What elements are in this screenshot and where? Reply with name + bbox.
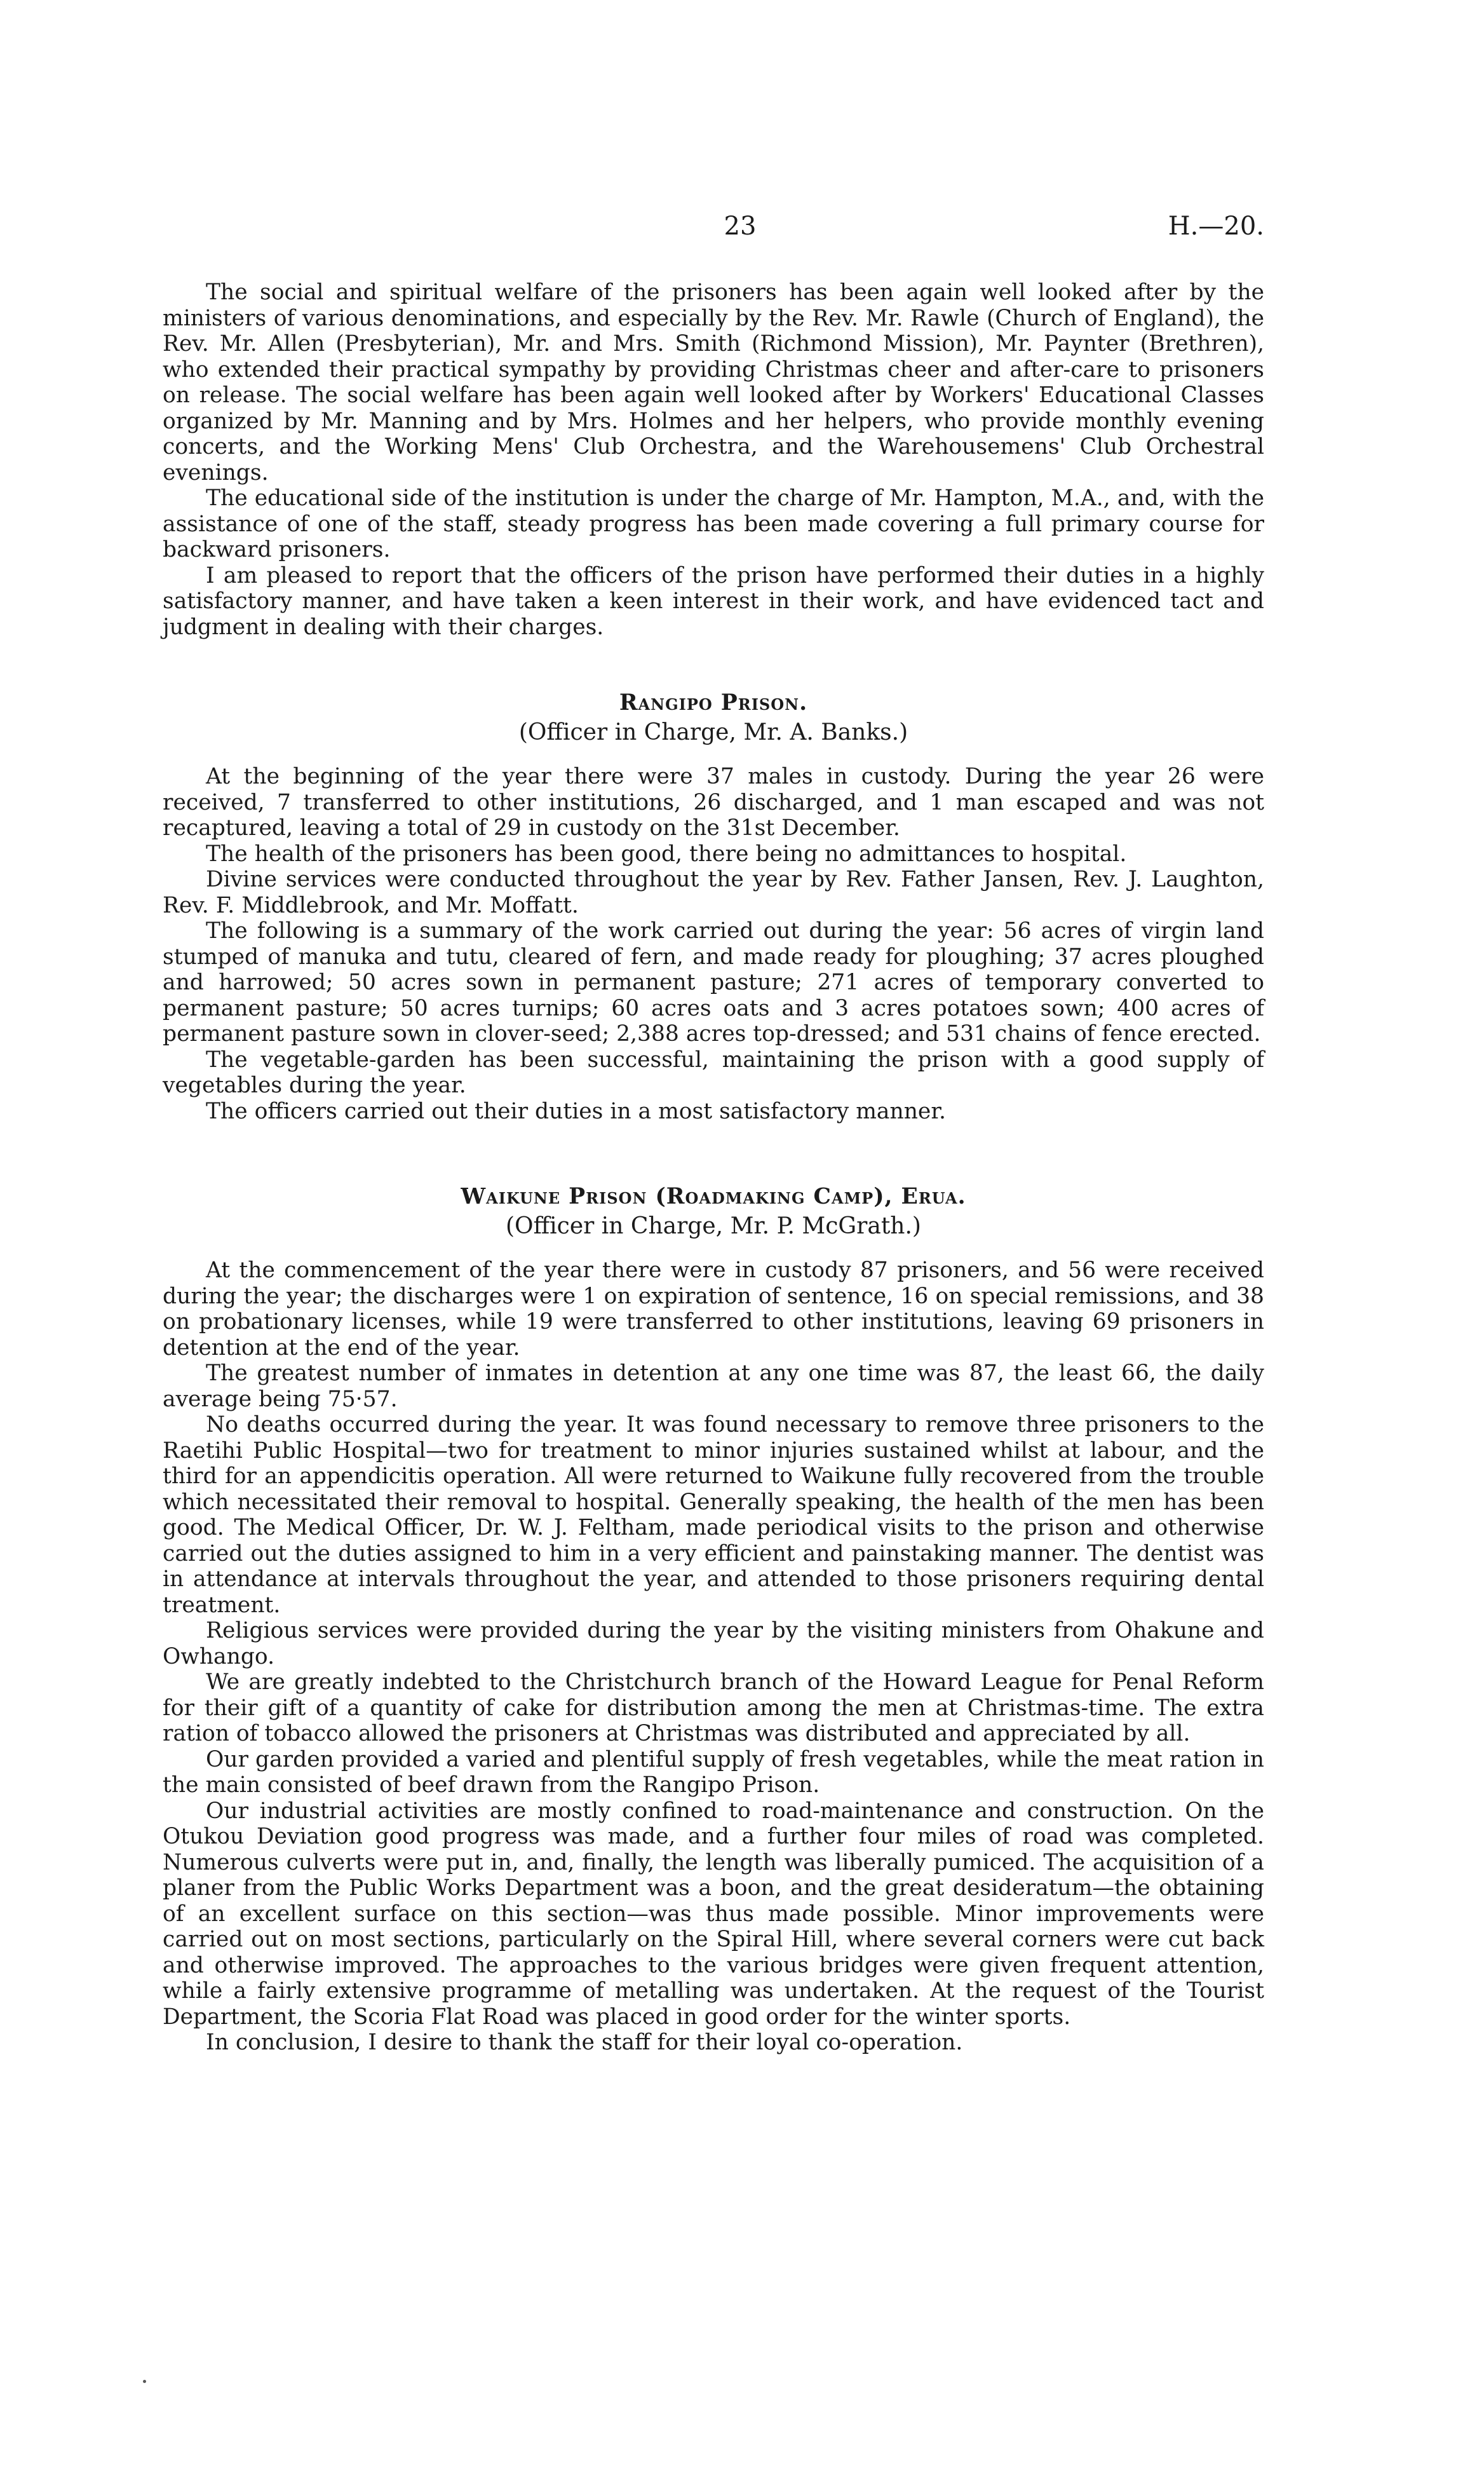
rangipo-paragraph-services: Divine services were conducted throughout the year by Rev. Father Jansen, Rev. J. Laughton, Rev. F. Middlebrook, and Mr. Moffatt. — [163, 867, 1264, 918]
section-spacer — [163, 1124, 1264, 1183]
waikune-paragraph-industrial: Our industrial activities are mostly confined to road-maintenance and construction. On the Otukou Deviation good progress was made, and a further four miles of road was completed. Numerous culverts were put in, and, finally, the length was liberally pumiced. The acquisition of a planer from the Public Works Department was a boon, and the great desideratum—the obtaining of an excellent surface on this section—was thus made possible. Minor improvements were carried out on most sections, particularly on the Spiral Hill, where several corners were cut back and otherwise improved. The approaches to the various bridges were given frequent attention, while a fairly extensive programme of metalling was undertaken. At the request of the Tourist Department, the Scoria Flat Road was placed in good order for the winter sports. — [163, 1798, 1264, 2030]
intro-paragraph-officers: I am pleased to report that the officers of the prison have performed their duties in a highly satisfactory manner, and have taken a keen interest in their work, and have evidenced tact and judgment in dealing with their charges. — [163, 562, 1264, 640]
rangipo-heading: Rangipo Prison. — [619, 690, 808, 716]
page-number: 23 — [724, 212, 757, 241]
intro-paragraph-education: The educational side of the institution is under the charge of Mr. Hampton, M.A., and, with the assistance of one of the staff, steady progress has been made covering a full primary course for backward prisoners. — [163, 486, 1264, 562]
section-spacer — [163, 640, 1264, 689]
waikune-paragraph-inmates: The greatest number of inmates in detention at any one time was 87, the least 66, the daily average being 75·57. — [163, 1361, 1264, 1412]
waikune-paragraph-howard-league: We are greatly indebted to the Christchurch branch of the Howard League for Penal Reform for their gift of a quantity of cake for distribution among the men at Christmas-time. The extra ration of tobacco allowed the prisoners at Christmas was distributed and appreciated by all. — [163, 1669, 1264, 1746]
intro-section — [163, 280, 1264, 640]
rangipo-paragraph-work: The following is a summary of the work carried out during the year: 56 acres of virgin land stumped of manuka and tutu, cleared of fern, and made ready for ploughing; 37 acres ploughed and harrowed; 50 acres sown in permanent pasture; 271 acres of temporary converted to permanent pasture; 50 acres turnips; 60 acres oats and 3 acres potatoes sown; 400 acres of permanent pasture sown in clover-seed; 2,388 acres top-dressed; and 531 chains of fence erected. — [163, 918, 1264, 1047]
document-reference: H.—20. — [1168, 212, 1264, 241]
rangipo-paragraph-officers: The officers carried out their duties in a most satisfactory manner. — [206, 1098, 947, 1124]
waikune-officer-line: (Officer in Charge, Mr. P. McGrath.) — [506, 1213, 921, 1239]
rangipo-section — [163, 689, 1264, 1124]
waikune-paragraph-custody: At the commencement of the year there were in custody 87 prisoners, and 56 were received during the year; the discharges were 1 on expiration of sentence, 16 on special remissions, and 38 on probationary licenses, while 19 were transferred to other institutions, leaving 69 prisoners in detention at the end of the year. — [163, 1258, 1264, 1361]
waikune-paragraph-conclusion: In conclusion, I desire to thank the staff for their loyal co-operation. — [206, 2030, 963, 2055]
waikune-paragraph-health: No deaths occurred during the year. It was found necessary to remove three prisoners to the Raetihi Public Hospital—two for treatment to minor injuries sustained whilst at labour, and the third for an appendicitis operation. All were returned to Waikune fully recovered from the trouble which necessitated their removal to hospital. Generally speaking, the health of the men has been good. The Medical Officer, Dr. W. J. Feltham, made periodical visits to the prison and otherwise carried out the duties assigned to him in a very efficient and painstaking manner. The dentist was in attendance at intervals throughout the year, and attended to those prisoners requiring dental treatment. — [163, 1412, 1264, 1618]
waikune-heading: Waikune Prison (Roadmaking Camp), Erua. — [461, 1184, 966, 1209]
rangipo-paragraph-custody: At the beginning of the year there were 37 males in custody. During the year 26 were received, 7 transferred to other institutions, 26 discharged, and 1 man escaped and was not recaptured, leaving a total of 29 in custody on the 31st December. — [163, 764, 1264, 841]
scan-speck — [143, 2380, 146, 2383]
waikune-paragraph-religion: Religious services were provided during the year by the visiting ministers from Ohakune and Owhango. — [163, 1618, 1264, 1669]
rangipo-officer-line: (Officer in Charge, Mr. A. Banks.) — [518, 719, 908, 745]
document-body — [163, 280, 1264, 2056]
intro-paragraph-welfare: The social and spiritual welfare of the prisoners has been again well looked after by the ministers of various denominations, and especially by the Rev. Mr. Rawle (Church of England), the Rev. Mr. Allen (Presbyterian), Mr. and Mrs. Smith (Richmond Mission), Mr. Paynter (Brethren), who extended their practical sympathy by providing Christmas cheer and after-care to prisoners on release. The social welfare has been again well looked after by Workers' Educational Classes organized by Mr. Manning and by Mrs. Holmes and her helpers, who provide monthly evening concerts, and the Working Mens' Club Orchestra, and the Warehousemens' Club Orchestral evenings. — [163, 280, 1264, 486]
rangipo-paragraph-health: The health of the prisoners has been good, there being no admittances to hospital. — [206, 841, 1127, 867]
waikune-section — [163, 1183, 1264, 2056]
waikune-paragraph-garden: Our garden provided a varied and plentiful supply of fresh vegetables, while the meat ration in the main consisted of beef drawn from the Rangipo Prison. — [163, 1746, 1264, 1798]
rangipo-paragraph-garden: The vegetable-garden has been successful, maintaining the prison with a good supply of vegetables during the year. — [163, 1047, 1264, 1098]
